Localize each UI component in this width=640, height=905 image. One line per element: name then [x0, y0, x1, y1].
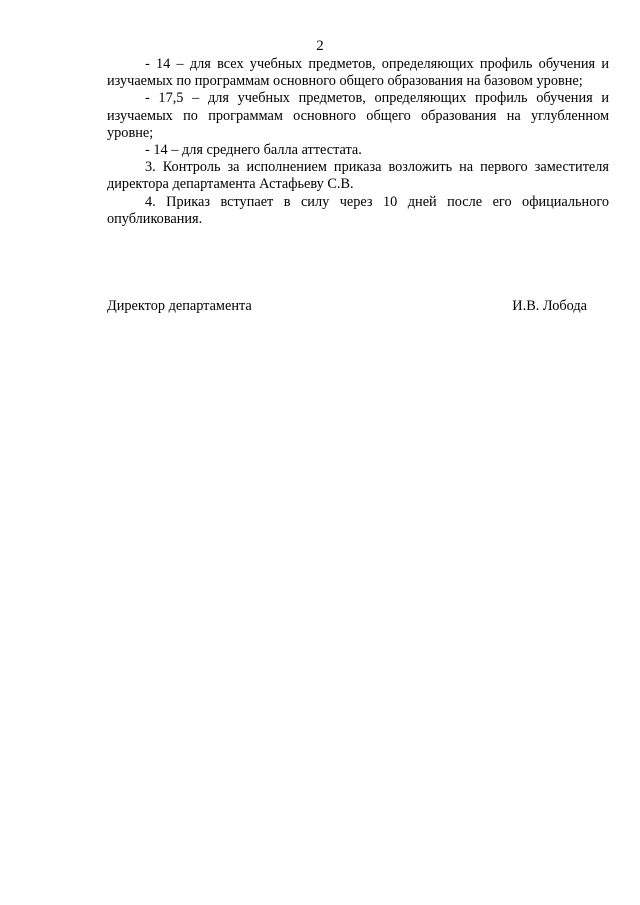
document-body	[107, 56, 609, 228]
page-number: 2	[316, 38, 324, 54]
signatory-title: Директор департамента	[107, 298, 252, 314]
signatory-name: И.В. Лобода	[512, 298, 587, 314]
paragraph-base-level-score: - 14 – для всех учебных предметов, определяющих профиль обучения и изучаемых по программам основного общего образования на базовом уровне;	[107, 56, 609, 90]
paragraph-control-clause: 3. Контроль за исполнением приказа возложить на первого заместителя директора департамента Астафьеву С.В.	[107, 159, 609, 193]
paragraph-effective-date-clause: 4. Приказ вступает в силу через 10 дней после его официального опубликования.	[107, 193, 609, 227]
paragraph-average-certificate-score: - 14 – для среднего балла аттестата.	[145, 142, 362, 159]
paragraph-advanced-level-score: - 17,5 – для учебных предметов, определяющих профиль обучения и изучаемых по программам основного общего образования на углубленном уровне;	[107, 90, 609, 141]
